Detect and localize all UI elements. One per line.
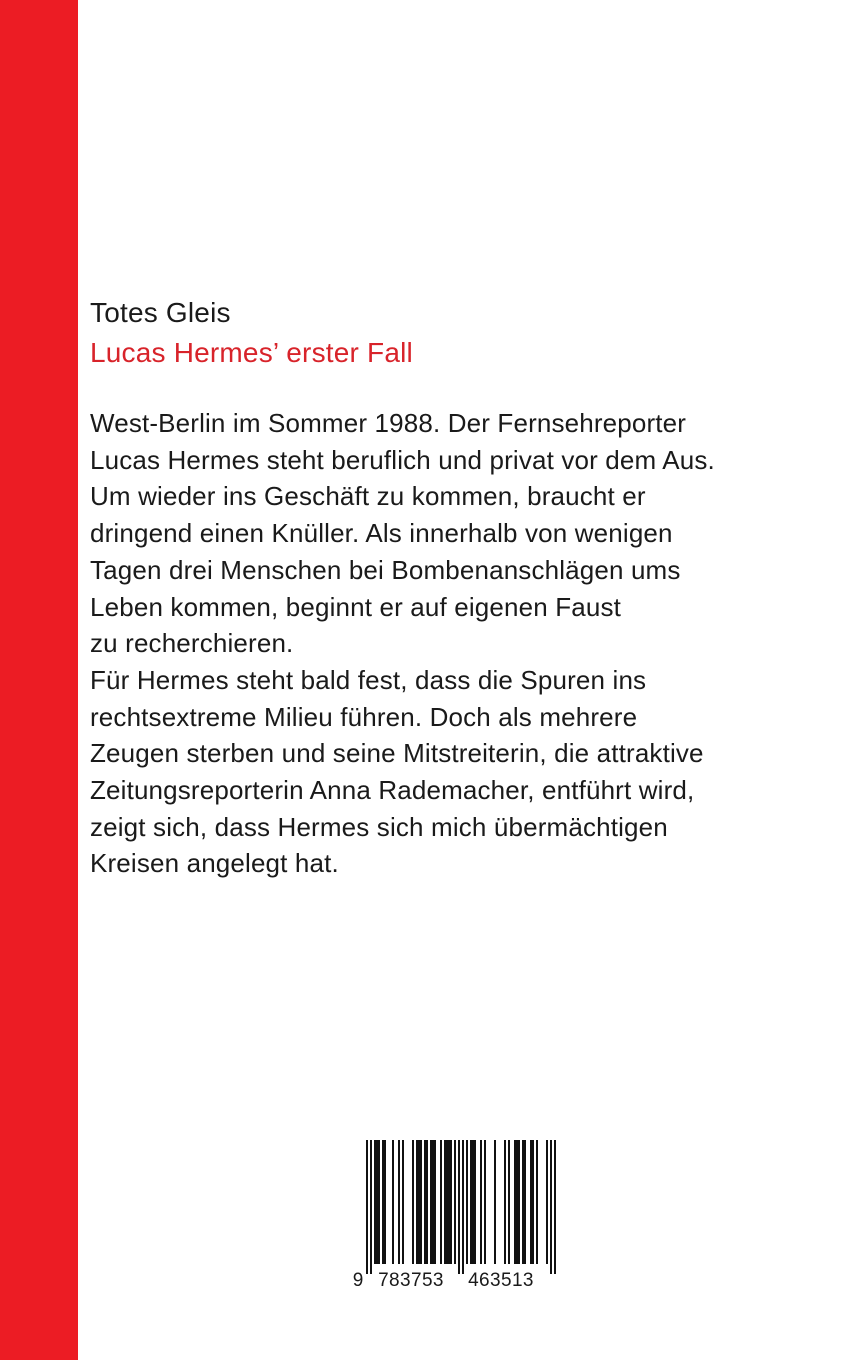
barcode-bar [530,1140,534,1264]
blurb-line: Tagen drei Menschen bei Bombenanschlägen ums [90,554,681,585]
blurb-line: rechtsextreme Milieu führen. Doch als mehrere [90,701,638,732]
isbn-barcode [352,1136,556,1292]
book-subtitle: Lucas Hermes’ erster Fall [90,337,413,368]
barcode-guard-bar [366,1140,368,1274]
barcode-bar [454,1140,456,1264]
barcode-bar [536,1140,538,1264]
barcode-bar [470,1140,476,1264]
blurb-line: Um wieder ins Geschäft zu kommen, braucht er [90,481,646,512]
blurb-line: dringend einen Knüller. Als innerhalb von wenigen [90,518,673,549]
barcode-guard-bar [370,1140,372,1274]
barcode-bar [514,1140,520,1264]
barcode-digits-left: 783753 [378,1270,444,1291]
book-title: Totes Gleis [90,297,231,328]
barcode-bar [522,1140,526,1264]
barcode-bar [484,1140,486,1264]
barcode-bar [382,1140,386,1264]
barcode-guard-bar [550,1140,552,1274]
blurb-line: Leben kommen, beginnt er auf eigenen Faust [90,591,621,622]
blurb-line: zu recherchieren. [90,628,294,659]
spine-color-band [0,0,78,1360]
barcode-bar [412,1140,414,1264]
barcode-guard-bar [554,1140,556,1274]
blurb-line: Kreisen angelegt hat. [90,848,339,879]
barcode-bar [374,1140,380,1264]
barcode-bar [424,1140,428,1264]
blurb-line: West-Berlin im Sommer 1988. Der Fernsehreporter [90,408,687,438]
barcode-bar [480,1140,482,1264]
barcode-graphic [352,1136,556,1292]
barcode-bar [392,1140,394,1264]
barcode-bar [444,1140,452,1264]
blurb-line: Für Hermes steht bald fest, dass die Spuren ins [90,664,647,695]
barcode-bar [402,1140,404,1264]
barcode-guard-bar [458,1140,460,1274]
barcode-bar [440,1140,442,1264]
barcode-bar [508,1140,510,1264]
barcode-bar [494,1140,496,1264]
barcode-digits-lead: 9 [352,1270,364,1291]
blurb-line: Zeitungsreporterin Anna Rademacher, entführt wird, [90,775,695,806]
blurb-line: Lucas Hermes steht beruflich und privat vor dem Aus. [90,444,715,475]
barcode-bar [466,1140,468,1264]
barcode-bar [504,1140,506,1264]
blurb-text [90,405,750,882]
barcode-bar [546,1140,548,1264]
barcode-bar [430,1140,436,1264]
blurb-line: zeigt sich, dass Hermes sich mich übermächtigen [90,811,668,842]
barcode-bar [416,1140,422,1264]
blurb-line: Zeugen sterben und seine Mitstreiterin, die attraktive [90,738,704,769]
barcode-bar [398,1140,400,1264]
barcode-digits-right: 463513 [468,1270,534,1291]
barcode-guard-bar [462,1140,464,1274]
